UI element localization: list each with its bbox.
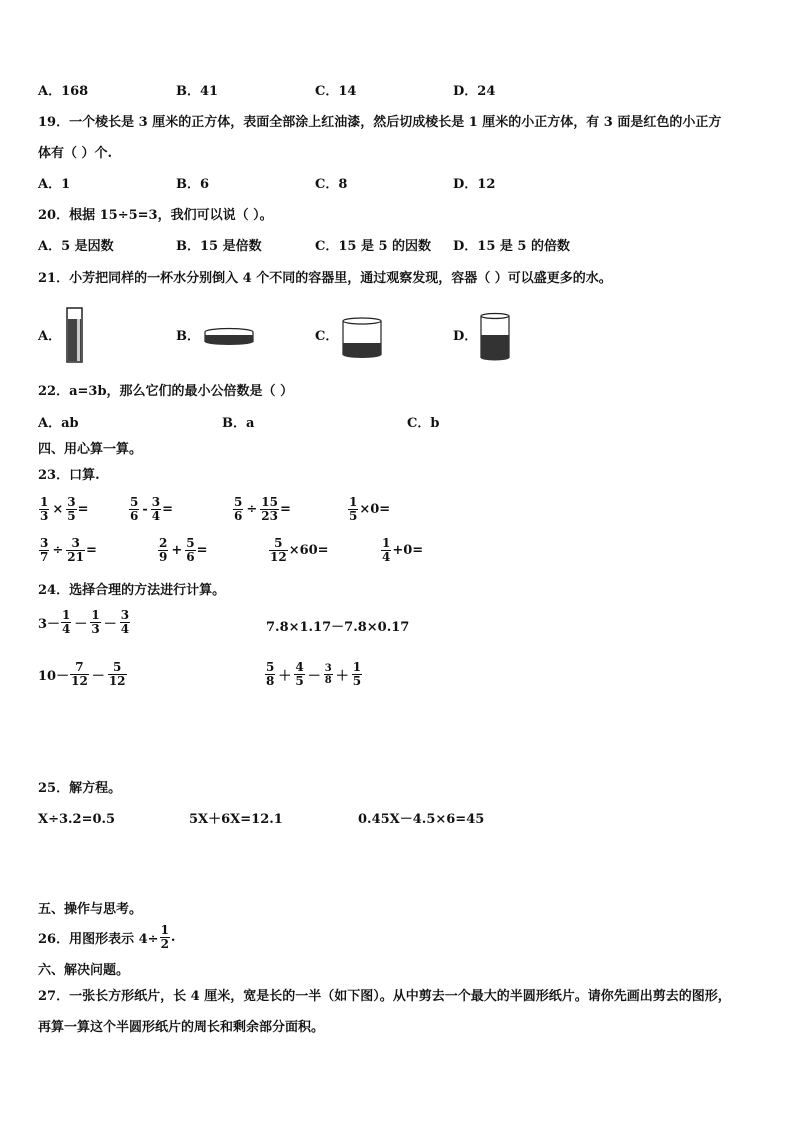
section-4-heading: 四、用心算一算。 [38, 442, 143, 457]
q18-option-c: C．14 [315, 84, 357, 99]
q20-option-b: B．15 是倍数 [176, 239, 262, 254]
q19-option-c: C．8 [315, 177, 348, 192]
q25-title: 25．解方程。 [38, 781, 122, 796]
q22-option-c: C．b [407, 416, 440, 431]
medium-container-icon [478, 311, 512, 363]
q25-equation-1: X÷3.2=0.5 [38, 812, 116, 827]
q23-r2-expr-1: $\frac{3}{7}$ ÷ $\frac{3}{21}$ = [40, 536, 97, 564]
q23-r1-expr-1: $\frac{1}{3}$ × $\frac{3}{5}$ = [40, 495, 89, 523]
q19-option-a: A．1 [38, 177, 71, 192]
q19-option-d: D．12 [453, 177, 496, 192]
section-6-heading: 六、解决问题。 [38, 963, 130, 978]
wide-flat-container-icon [202, 326, 256, 348]
q19-text-line1: 19．一个棱长是 3 厘米的正方体，表面全部涂上红油漆，然后切成棱长是 1 厘米的小正方体，有 3 面是红色的小正方 [38, 115, 722, 130]
q23-r2-expr-2: $\frac{2}{9}$ + $\frac{5}{6}$ = [159, 536, 208, 564]
q21-text: 21．小芳把同样的一杯水分别倒入 4 个不同的容器里，通过观察发现，容器（ ）可以盛更多的水。 [38, 271, 612, 286]
q22-option-a: A．ab [38, 416, 79, 431]
q24-title: 24．选择合理的方法进行计算。 [38, 583, 226, 598]
q27-text-line1: 27．一张长方形纸片，长 4 厘米，宽是长的一半（如下图）。从中剪去一个最大的半圆形纸片。请你先画出剪去的图形， [38, 989, 731, 1004]
tall-narrow-container-icon [64, 305, 86, 365]
q23-r2-expr-4: $\frac{1}{4}$ +0= [382, 536, 424, 564]
q18-option-b: B．41 [176, 84, 219, 99]
q19-text-line2: 体有（ ）个. [38, 146, 113, 161]
q24-expr-4: $\frac{5}{8}$ ＋ $\frac{4}{5}$ － $\frac{3}{8}$ ＋ $\frac{1}{5}$ [266, 660, 362, 688]
q23-r2-expr-3: $\frac{5}{12}$ ×60= [270, 536, 329, 564]
q18-option-a: A．168 [38, 84, 89, 99]
section-5-heading: 五、操作与思考。 [38, 902, 143, 917]
q22-text: 22．a=3b，那么它们的最小公倍数是（ ） [38, 384, 294, 399]
q20-option-a: A．5 是因数 [38, 239, 114, 254]
q21-option-a: A． [38, 329, 62, 344]
q24-expr-3: 10－ $\frac{7}{12}$ － $\frac{5}{12}$ [38, 660, 126, 688]
q20-option-c: C．15 是 5 的因数 [315, 239, 432, 254]
q23-title: 23．口算. [38, 468, 100, 483]
q20-option-d: D．15 是 5 的倍数 [453, 239, 570, 254]
q23-r1-expr-4: $\frac{1}{5}$ ×0= [349, 495, 391, 523]
q24-expr-1: 3－ $\frac{1}{4}$ － $\frac{1}{3}$ － $\frac{3}{4}$ [38, 608, 130, 636]
wide-short-container-icon [340, 315, 384, 361]
q25-equation-2: 5X＋6X=12.1 [189, 812, 283, 827]
q27-text-line2: 再算一算这个半圆形纸片的周长和剩余部分面积。 [38, 1020, 325, 1035]
q23-r1-expr-2: $\frac{5}{6}$ - $\frac{3}{4}$ = [130, 495, 174, 523]
q23-r1-expr-3: $\frac{5}{6}$ ÷ $\frac{15}{23}$ = [234, 495, 291, 523]
q24-expr-2: 7.8×1.17－7.8×0.17 [266, 620, 410, 635]
q26-text: 26．用图形表示 4÷ $\frac{1}{2}$ . [38, 923, 176, 951]
q19-option-b: B．6 [176, 177, 210, 192]
q22-option-b: B．a [222, 416, 255, 431]
q21-option-b: B． [176, 329, 200, 344]
q21-option-c: C． [315, 329, 339, 344]
q20-text: 20．根据 15÷5=3，我们可以说（ ）。 [38, 208, 273, 223]
q21-option-d: D． [453, 329, 478, 344]
q25-equation-3: 0.45X－4.5×6=45 [358, 812, 485, 827]
q18-option-d: D．24 [453, 84, 496, 99]
